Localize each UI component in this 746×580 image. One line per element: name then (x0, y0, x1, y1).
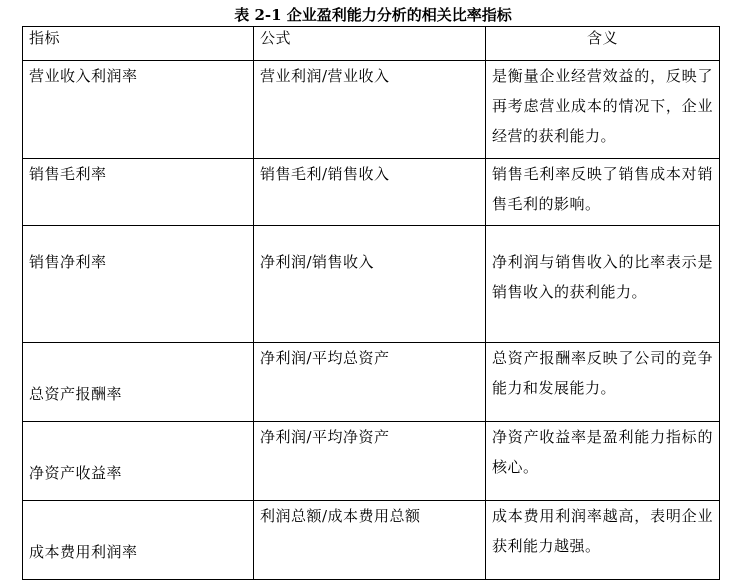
indicator-cell: 销售净利率 (23, 226, 254, 343)
indicator-cell: 成本费用利润率 (23, 501, 254, 580)
formula-cell: 销售毛利/销售收入 (254, 159, 486, 226)
meaning-cell: 销售毛利率反映了销售成本对销售毛利的影响。 (486, 159, 720, 226)
formula-cell: 净利润/平均净资产 (254, 422, 486, 501)
header-formula: 公式 (254, 27, 486, 61)
meaning-cell: 净利润与销售收入的比率表示是销售收入的获利能力。 (486, 226, 720, 343)
table-caption: 表 2-1 企业盈利能力分析的相关比率指标 (234, 6, 512, 24)
table-row (23, 159, 720, 226)
formula-cell: 利润总额/成本费用总额 (254, 501, 486, 580)
indicator-cell: 销售毛利率 (23, 159, 254, 226)
table-row (23, 61, 720, 159)
formula-cell: 净利润/平均总资产 (254, 343, 486, 422)
indicator-cell: 营业收入利润率 (23, 61, 254, 159)
table-row (23, 343, 720, 422)
indicator-cell: 总资产报酬率 (23, 343, 254, 422)
table-header-row (23, 27, 720, 61)
table-row (23, 226, 720, 343)
meaning-cell: 是衡量企业经营效益的，反映了再考虑营业成本的情况下，企业经营的获利能力。 (486, 61, 720, 159)
header-indicator: 指标 (23, 27, 254, 61)
profitability-ratio-table (22, 26, 720, 580)
meaning-cell: 净资产收益率是盈利能力指标的核心。 (486, 422, 720, 501)
indicator-cell: 净资产收益率 (23, 422, 254, 501)
header-meaning: 含义 (486, 27, 720, 61)
meaning-cell: 成本费用利润率越高，表明企业获利能力越强。 (486, 501, 720, 580)
table-row (23, 501, 720, 580)
formula-cell: 净利润/销售收入 (254, 226, 486, 343)
formula-cell: 营业利润/营业收入 (254, 61, 486, 159)
meaning-cell: 总资产报酬率反映了公司的竞争能力和发展能力。 (486, 343, 720, 422)
table-row (23, 422, 720, 501)
